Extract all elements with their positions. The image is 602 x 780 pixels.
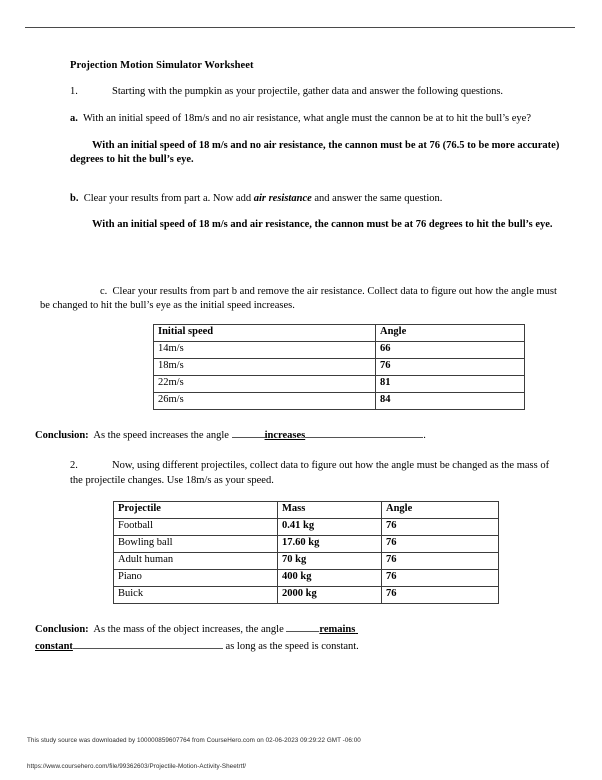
conclusion-1-answer: increases — [264, 429, 306, 441]
conclusion-1-blank-lead — [232, 426, 265, 438]
column-header-mass: Mass — [278, 502, 382, 519]
footer-source-url[interactable]: https://www.coursehero.com/file/99362603/Projectile-Motion-Activity-Sheetrtf/ — [27, 763, 247, 770]
conclusion-2-blank-lead — [286, 620, 319, 632]
cell-speed: 18m/s — [154, 358, 376, 375]
conclusion-2-label: Conclusion: — [35, 624, 89, 636]
conclusion-1-period: . — [423, 429, 426, 441]
column-header-projectile: Projectile — [114, 502, 278, 519]
cell-projectile: Buick — [114, 587, 278, 604]
cell-angle: 66 — [376, 341, 525, 358]
document-body — [35, 60, 562, 655]
question-2-number: 2. — [70, 460, 78, 472]
conclusion-2-answer-line1: remains — [319, 624, 356, 636]
cell-angle: 76 — [382, 587, 499, 604]
question-2-block — [70, 459, 562, 488]
cell-speed: 14m/s — [154, 341, 376, 358]
speed-angle-table-wrapper — [153, 324, 562, 410]
question-1c-prompt-block — [40, 285, 562, 314]
part-c-prompt: Clear your results from part b and remove the air resistance. Collect data to figure out how the angle must be changed to hit the bull’s eye as the initial speed increases. — [40, 285, 557, 312]
part-a-prompt: With an initial speed of 18m/s and no air resistance, what angle must the cannon be at to hit the bull’s eye? — [82, 113, 531, 125]
question-1a-answer-block — [70, 139, 562, 168]
cell-mass: 17.60 kg — [278, 536, 382, 553]
cell-mass: 400 kg — [278, 570, 382, 587]
question-1-number: 1. — [70, 86, 78, 97]
cell-projectile: Football — [114, 519, 278, 536]
cell-angle: 81 — [376, 375, 525, 392]
column-header-initial-speed: Initial speed — [154, 324, 376, 341]
table-row — [154, 392, 525, 409]
cell-mass: 2000 kg — [278, 587, 382, 604]
question-1-block — [70, 85, 562, 99]
conclusion-2 — [35, 620, 562, 654]
part-b-answer: With an initial speed of 18 m/s and air resistance, the cannon must be at 76 degrees to hit the bull’s eye. — [92, 219, 553, 231]
conclusion-2-text: As the mass of the object increases, the angle — [93, 624, 284, 636]
question-1b-answer-block — [92, 218, 562, 232]
table-row — [114, 570, 499, 587]
speed-angle-table — [153, 324, 525, 410]
table-row — [114, 519, 499, 536]
page-title: Projection Motion Simulator Worksheet — [70, 60, 254, 71]
column-header-angle: Angle — [376, 324, 525, 341]
conclusion-1 — [35, 426, 562, 443]
spacer — [40, 410, 562, 426]
conclusion-2-text-post: as long as the speed is constant. — [225, 641, 359, 653]
table-header-row — [114, 502, 499, 519]
table-row — [154, 358, 525, 375]
spacer — [40, 604, 562, 620]
cell-mass: 70 kg — [278, 553, 382, 570]
conclusion-1-label: Conclusion: — [35, 429, 89, 441]
table-row — [114, 587, 499, 604]
cell-angle: 76 — [382, 536, 499, 553]
conclusion-2-blank-trail — [73, 637, 223, 649]
part-b-prompt-pre: Clear your results from part a. Now add — [83, 192, 254, 204]
part-b-label: b. — [70, 192, 79, 204]
table-row — [154, 341, 525, 358]
cell-projectile: Piano — [114, 570, 278, 587]
cell-projectile: Bowling ball — [114, 536, 278, 553]
cell-speed: 22m/s — [154, 375, 376, 392]
conclusion-1-blank-trail — [305, 426, 423, 438]
cell-angle: 76 — [382, 570, 499, 587]
conclusion-1-text: As the speed increases the angle — [93, 429, 229, 441]
cell-mass: 0.41 kg — [278, 519, 382, 536]
cell-angle: 84 — [376, 392, 525, 409]
part-b-emphasis: air resistance — [253, 192, 312, 204]
question-1-text — [70, 85, 562, 99]
spacer — [40, 247, 562, 285]
mass-angle-table — [113, 501, 499, 604]
question-2-body: Now, using different projectiles, collect data to figure out how the angle must be changed as the mass of the projectile changes. Use 18m/s as your speed. — [70, 460, 550, 486]
header-divider-rule — [25, 27, 575, 28]
page-footer — [27, 737, 567, 770]
part-c-label: c. — [100, 285, 108, 297]
table-row — [114, 553, 499, 570]
spacer — [40, 182, 562, 192]
part-b-prompt-post: and answer the same question. — [311, 192, 443, 204]
cell-projectile: Adult human — [114, 553, 278, 570]
question-1b-prompt-block — [70, 192, 562, 206]
table-row — [114, 536, 499, 553]
cell-angle: 76 — [382, 553, 499, 570]
cell-angle: 76 — [376, 358, 525, 375]
cell-angle: 76 — [382, 519, 499, 536]
column-header-angle: Angle — [382, 502, 499, 519]
spacer — [40, 443, 562, 459]
mass-angle-table-wrapper — [113, 501, 562, 604]
part-a-label: a. — [70, 113, 78, 125]
part-a-answer: With an initial speed of 18 m/s and no air resistance, the cannon must be at 76 (76.5 to be more accurate) degrees to hit the bull’s eye. — [70, 139, 560, 166]
conclusion-2-answer-line2: constant — [35, 641, 73, 653]
table-row — [154, 375, 525, 392]
question-1-body: Starting with the pumpkin as your projectile, gather data and answer the following questions. — [112, 86, 504, 97]
cell-speed: 26m/s — [154, 392, 376, 409]
question-1a-prompt-block — [70, 112, 562, 126]
table-header-row — [154, 324, 525, 341]
footer-download-notice: This study source was downloaded by 100000859607764 from CourseHero.com on 02-06-2023 09:29:22 GMT -06:00 — [27, 737, 361, 744]
